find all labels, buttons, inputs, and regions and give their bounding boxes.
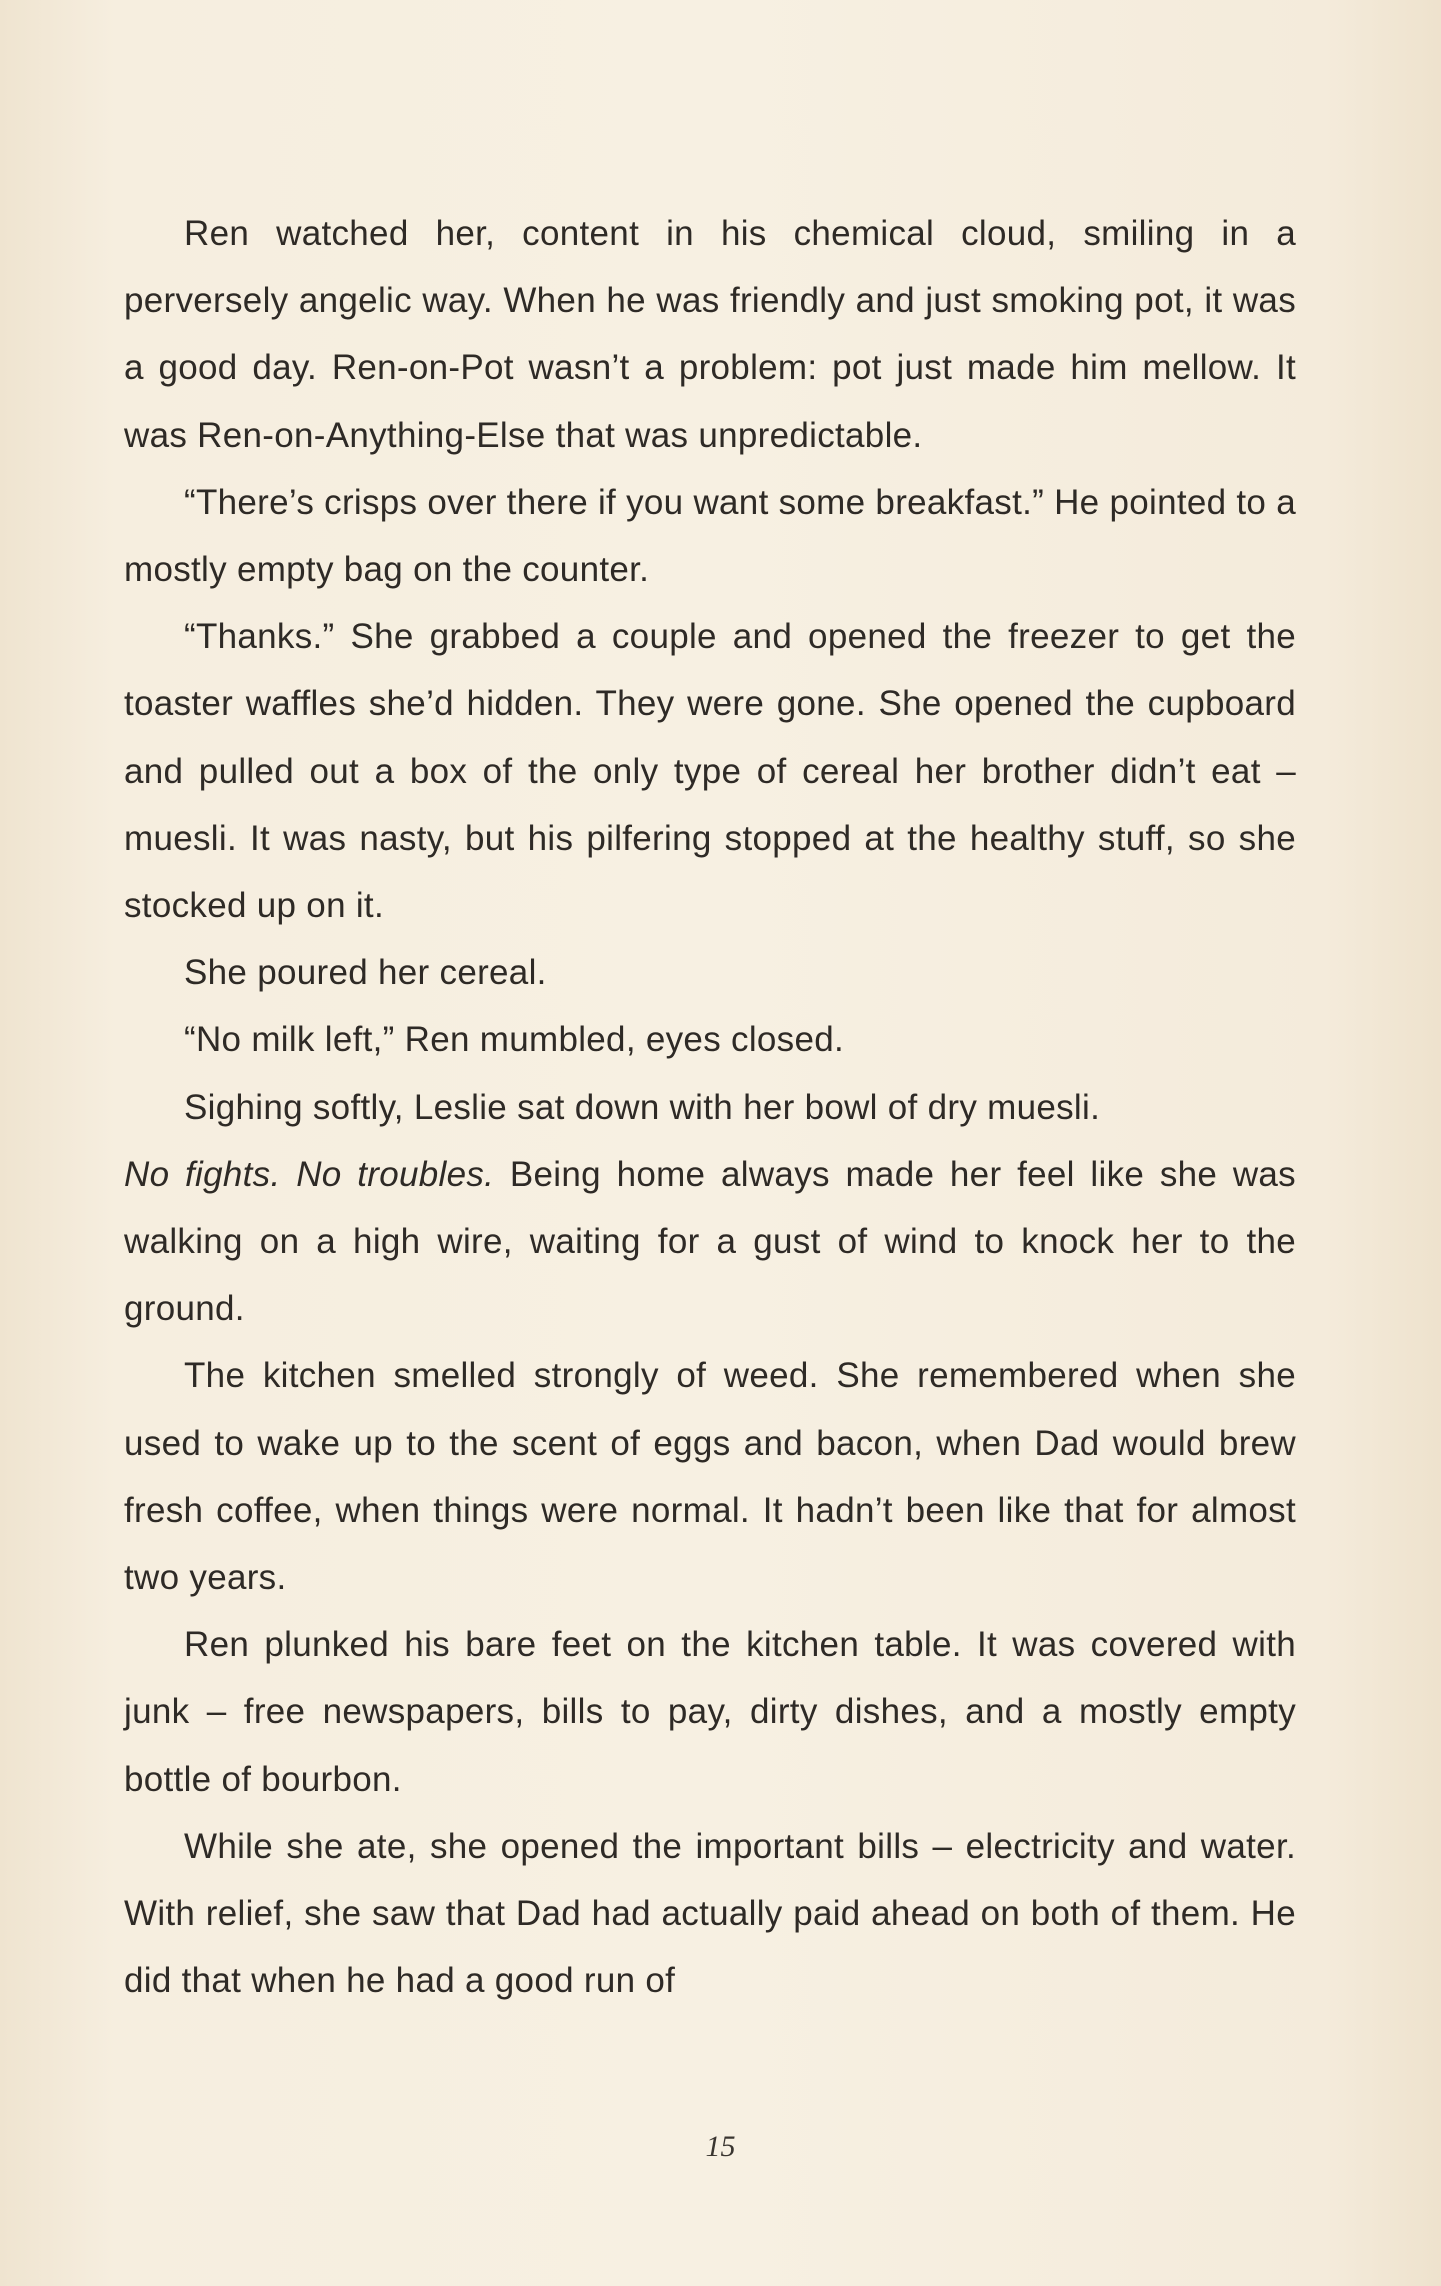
- paragraph: “Thanks.” She grabbed a couple and opened the freezer to get the toaster waffles she’d hidden. They were gone. She opened the cupboard and pulled out a box of the only type of cereal her brother didn’t eat – muesli. It was nasty, but his pilfering stopped at the healthy stuff, so she stocked up on it.: [124, 617, 1296, 926]
- paragraph: Sighing softly, Leslie sat down with her bowl of dry muesli.: [184, 1087, 1101, 1127]
- paragraph: “No milk left,” Ren mumbled, eyes closed.: [184, 1020, 845, 1060]
- page-number: 15: [705, 2130, 736, 2163]
- paragraph: [124, 1141, 1296, 1343]
- page-body-text: [124, 200, 1296, 2014]
- paragraph: Ren watched her, content in his chemical cloud, smiling in a perversely angelic way. When he was friendly and just smoking pot, it was a good day. Ren-on-Pot wasn’t a problem: pot just made him mellow. It was Ren-on-Anything-Else that was unpredictable.: [124, 214, 1296, 455]
- paragraph: While she ate, she opened the important bills – electricity and water. With relief, she saw that Dad had actually paid ahead on both of them. He did that when he had a good run of: [124, 1826, 1296, 2001]
- italic-thought: No fights. No troubles.: [124, 1154, 495, 1194]
- paragraph: She poured her cereal.: [184, 953, 547, 993]
- paragraph-text: Being home always made her feel like she was walking on a high wire, waiting for a gust of wind to knock her to the ground.: [124, 1154, 1296, 1329]
- paragraph: “There’s crisps over there if you want some breakfast.” He pointed to a mostly empty bag on the counter.: [124, 482, 1296, 590]
- paragraph: The kitchen smelled strongly of weed. She remembered when she used to wake up to the scent of eggs and bacon, when Dad would brew fresh coffee, when things were normal. It hadn’t been like that for almost two years.: [124, 1356, 1296, 1598]
- paragraph: Ren plunked his bare feet on the kitchen table. It was covered with junk – free newspapers, bills to pay, dirty dishes, and a mostly empty bottle of bourbon.: [124, 1625, 1296, 1799]
